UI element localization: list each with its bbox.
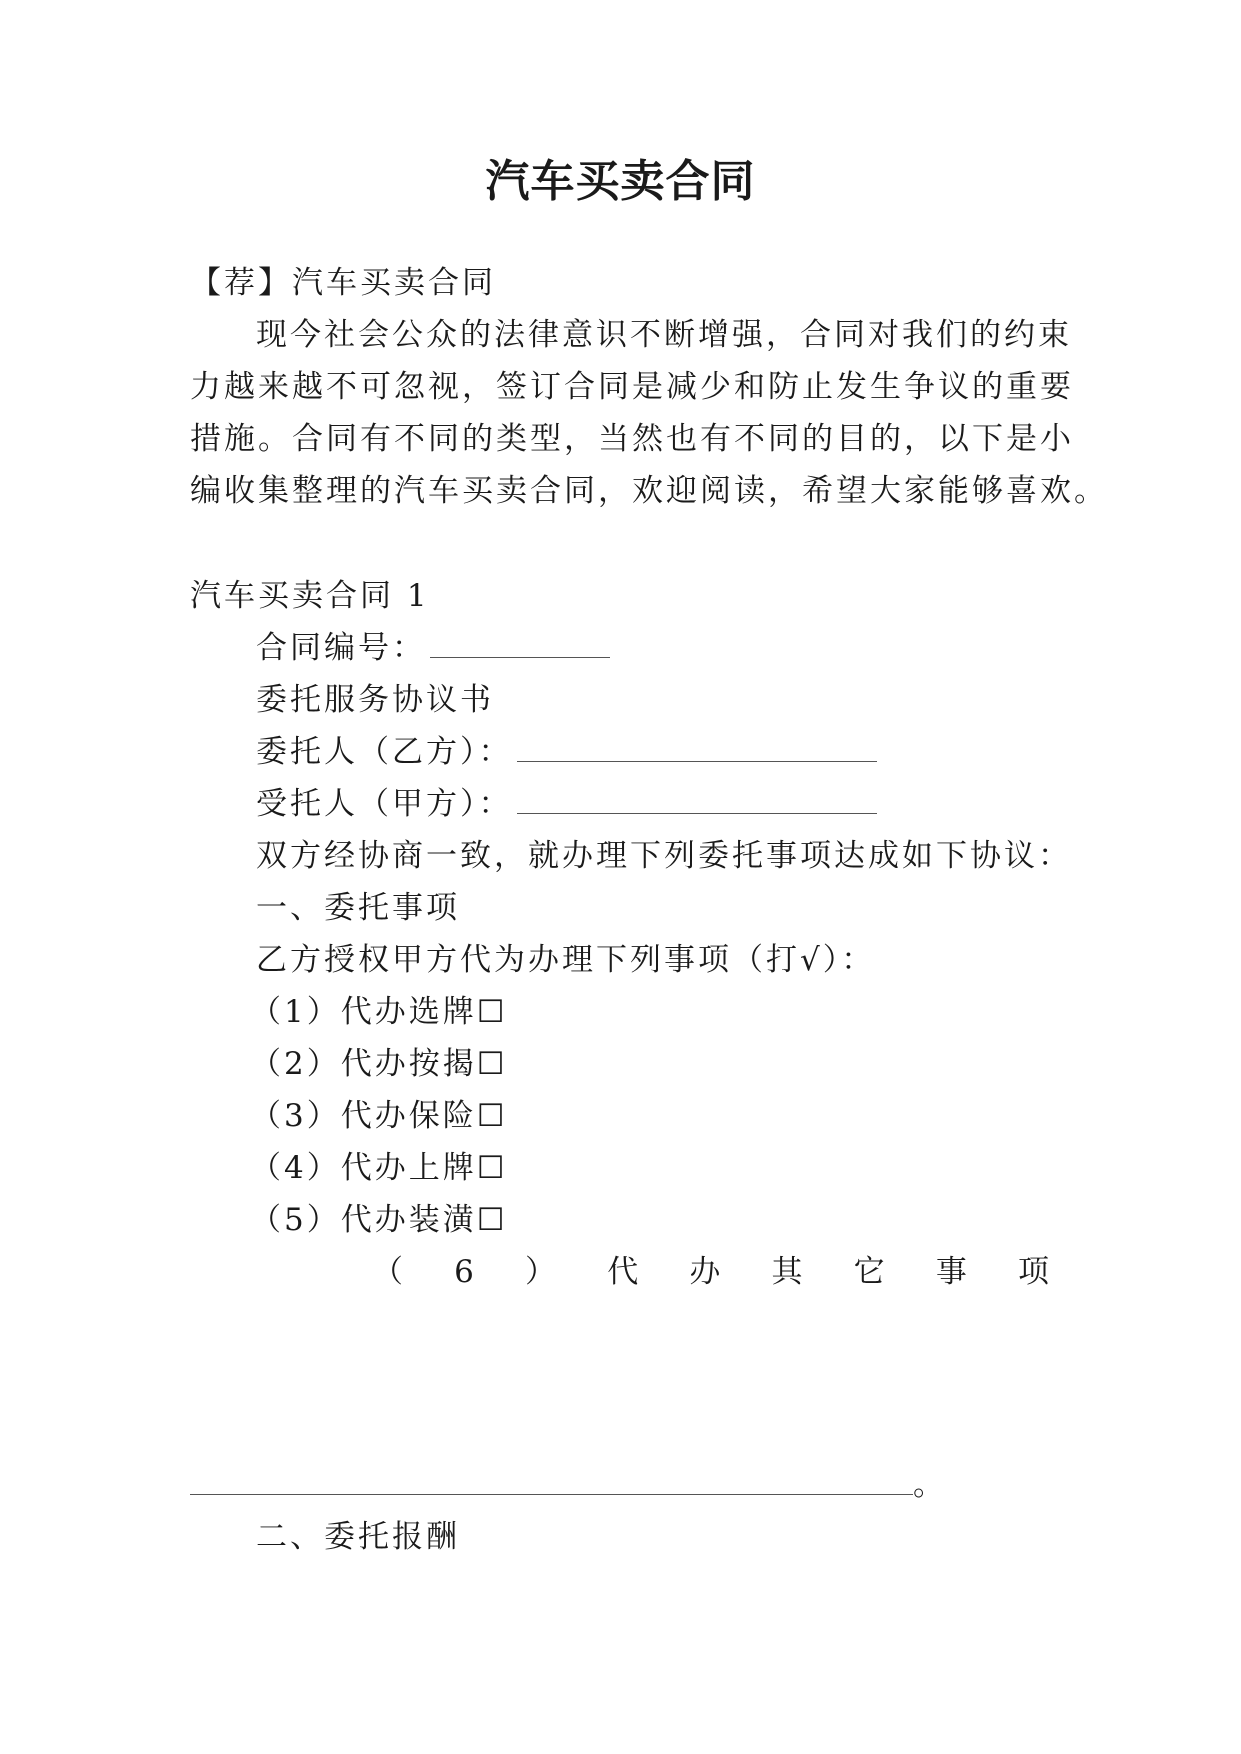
party-a-label: 受托人（甲方）：: [256, 786, 513, 822]
intro-line-3: 措施。合同有不同的类型，当然也有不同的目的，以下是小: [190, 421, 1074, 457]
list-item: （1）代办选牌☐: [250, 994, 508, 1030]
agreement-statement: 双方经协商一致，就办理下列委托事项达成如下协议：: [256, 838, 1072, 874]
item6-char: 6: [454, 1254, 474, 1290]
item6-char: 代: [607, 1254, 639, 1290]
item6-blank-row: [190, 1463, 944, 1507]
section-title: 汽车买卖合同 1: [190, 578, 430, 614]
contract-number-row: [256, 626, 610, 670]
item6-end-mark: 。: [913, 1467, 944, 1503]
list-item: （3）代办保险☐: [250, 1098, 508, 1134]
item6-char: 事: [935, 1254, 967, 1290]
party-a-blank: [517, 785, 877, 814]
party-b-blank: [517, 733, 877, 762]
item6-char: 项: [1017, 1254, 1049, 1290]
item6-char: 办: [689, 1254, 721, 1290]
item6-char: ）: [525, 1254, 557, 1290]
list-item: （2）代办按揭☐: [250, 1046, 508, 1082]
intro-heading: 【荐】汽车买卖合同: [190, 265, 496, 301]
intro-line-1: 现今社会公众的法律意识不断增强，合同对我们的约束: [256, 317, 1072, 353]
intro-line-2: 力越来越不可忽视，签订合同是减少和防止发生争议的重要: [190, 369, 1074, 405]
document-title: 汽车买卖合同: [485, 156, 756, 207]
contract-number-label: 合同编号：: [256, 630, 426, 666]
contract-number-blank: [430, 629, 610, 658]
item6-char: 其: [771, 1254, 803, 1290]
clause2-title: 二、委托报酬: [256, 1519, 460, 1555]
party-b-label: 委托人（乙方）：: [256, 734, 513, 770]
party-a-row: [256, 782, 877, 826]
item6-char: （: [372, 1254, 403, 1290]
clause1-title: 一、委托事项: [256, 890, 460, 926]
agreement-title: 委托服务协议书: [256, 682, 494, 718]
list-item: （5）代办装潢☐: [250, 1202, 508, 1238]
list-item: （4）代办上牌☐: [250, 1150, 508, 1186]
item6-char: 它: [853, 1254, 885, 1290]
party-b-row: [256, 730, 877, 774]
item6-blank: [190, 1464, 913, 1495]
intro-line-4: 编收集整理的汽车买卖合同，欢迎阅读，希望大家能够喜欢。: [190, 473, 1108, 509]
item6-line: [256, 1250, 1049, 1294]
clause1-intro: 乙方授权甲方代为办理下列事项（打√）：: [256, 942, 876, 978]
